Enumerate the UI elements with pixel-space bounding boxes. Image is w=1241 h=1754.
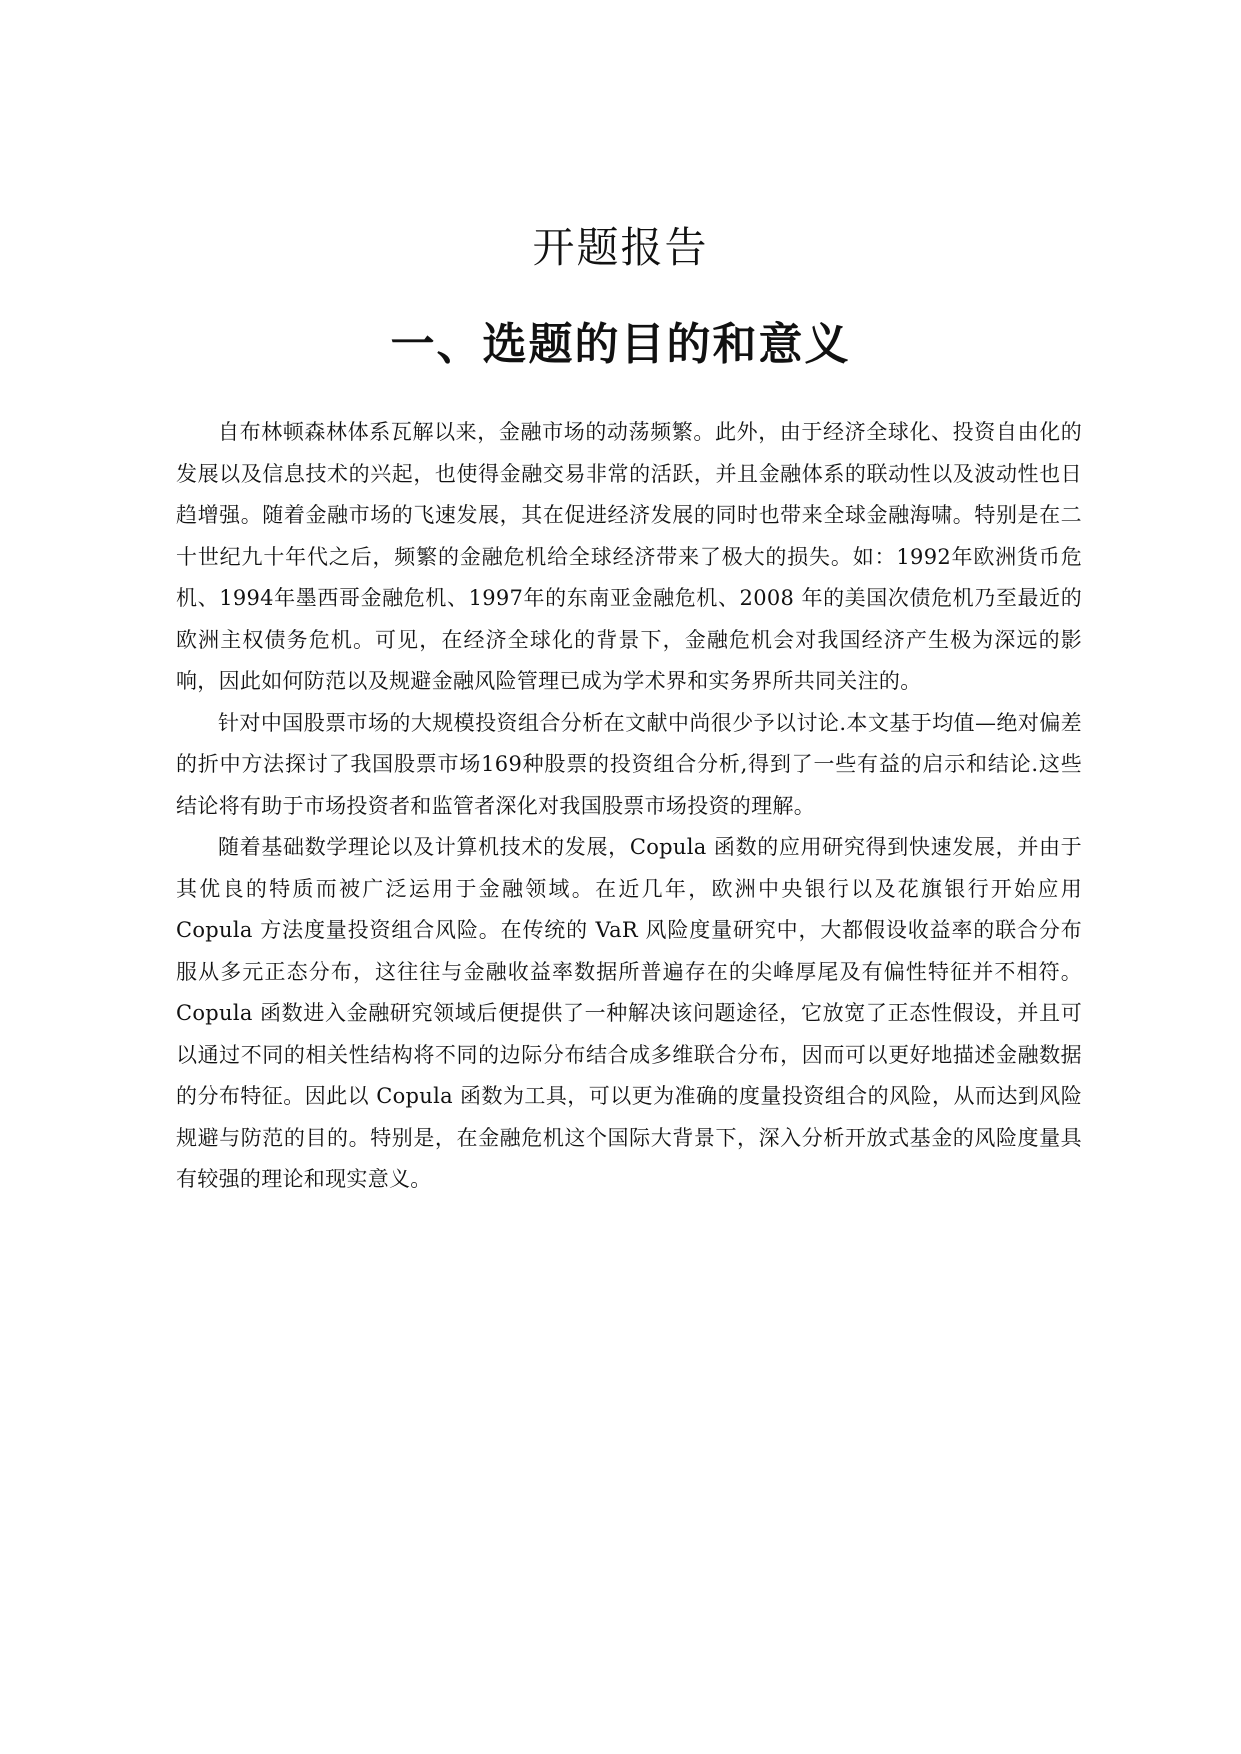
section-heading: 一、选题的目的和意义 [390, 319, 851, 370]
body-text [176, 412, 1082, 1201]
paragraph: 针对中国股票市场的大规模投资组合分析在文献中尚很少予以讨论.本文基于均值—绝对偏差的折中方法探讨了我国股票市场169种股票的投资组合分析,得到了一些有益的启示和结论.这些结论将有助于市场投资者和监管者深化对我国股票市场投资的理解。 [176, 710, 1082, 818]
paragraph: 自布林顿森林体系瓦解以来，金融市场的动荡频繁。此外，由于经济全球化、投资自由化的发展以及信息技术的兴起，也使得金融交易非常的活跃，并且金融体系的联动性以及波动性也日趋增强。随着金融市场的飞速发展，其在促进经济发展的同时也带来全球金融海啸。特别是在二十世纪九十年代之后，频繁的金融危机给全球经济带来了极大的损失。如：1992年欧洲货币危机、1994年墨西哥金融危机、1997年的东南亚金融危机、2008 年的美国次债危机乃至最近的欧洲主权债务危机。可见，在经济全球化的背景下，金融危机会对我国经济产生极为深远的影响，因此如何防范以及规避金融风险管理已成为学术界和实务界所共同关注的。 [176, 420, 1082, 693]
paragraph: 随着基础数学理论以及计算机技术的发展，Copula 函数的应用研究得到快速发展，并由于其优良的特质而被广泛运用于金融领域。在近几年，欧洲中央银行以及花旗银行开始应用 Copula 方法度量投资组合风险。在传统的 VaR 风险度量研究中，大都假设收益率的联合分布服从多元正态分布，这往往与金融收益率数据所普遍存在的尖峰厚尾及有偏性特征并不相符。Copula 函数进入金融研究领域后便提供了一种解决该问题途径，它放宽了正态性假设，并且可以通过不同的相关性结构将不同的边际分布结合成多维联合分布，因而可以更好地描述金融数据的分布特征。因此以 Copula 函数为工具，可以更为准确的度量投资组合的风险，从而达到风险规避与防范的目的。特别是，在金融危机这个国际大背景下，深入分析开放式基金的风险度量具有较强的理论和现实意义。 [176, 835, 1082, 1191]
document-title: 开题报告 [532, 223, 709, 272]
